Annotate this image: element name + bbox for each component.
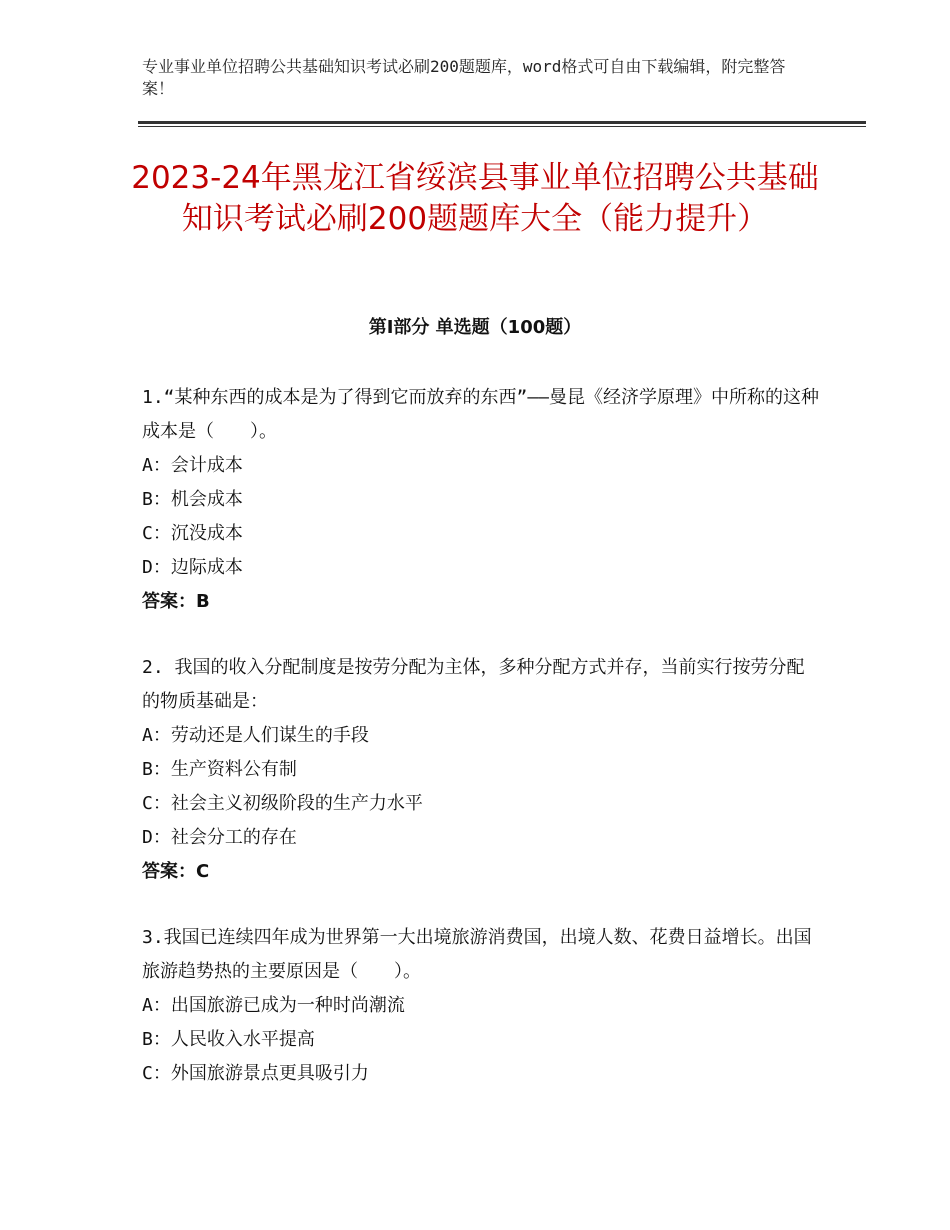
question-stem: 3.我国已连续四年成为世界第一大出境旅游消费国，出境人数、花费日益增长。出国旅游趋势热的主要原因是（ ）。	[142, 927, 812, 982]
answer-line: 答案：B	[142, 591, 210, 612]
question-stem: 1.“某种东西的成本是为了得到它而放弃的东西”——曼昆《经济学原理》中所称的这种成本是（ ）。	[142, 387, 820, 442]
answer-line: 答案：C	[142, 861, 210, 882]
document-title: 2023-24年黑龙江省绥滨县事业单位招聘公共基础知识考试必刷200题题库大全（能力提升）	[131, 160, 819, 237]
header-rule-thin	[138, 126, 866, 127]
question-list	[142, 381, 822, 1123]
question-1	[142, 381, 822, 619]
option-a: A：劳动还是人们谋生的手段	[142, 725, 369, 746]
header-rule-thick	[138, 121, 866, 124]
option-c: C：外国旅游景点更具吸引力	[142, 1063, 369, 1084]
option-c: C：沉没成本	[142, 523, 243, 544]
question-2	[142, 651, 822, 889]
question-3	[142, 921, 822, 1091]
option-b: B：人民收入水平提高	[142, 1029, 315, 1050]
option-a: A：出国旅游已成为一种时尚潮流	[142, 995, 405, 1016]
question-stem: 2. 我国的收入分配制度是按劳分配为主体，多种分配方式并存，当前实行按劳分配的物质基础是：	[142, 657, 805, 712]
section-title: 第Ⅰ部分 单选题（100题）	[368, 317, 582, 338]
option-a: A：会计成本	[142, 455, 243, 476]
option-d: D：边际成本	[142, 557, 243, 578]
option-b: B：生产资料公有制	[142, 759, 297, 780]
option-d: D：社会分工的存在	[142, 827, 297, 848]
option-c: C：社会主义初级阶段的生产力水平	[142, 793, 423, 814]
header-note: 专业事业单位招聘公共基础知识考试必刷200题题库，word格式可自由下载编辑，附完整答案！	[142, 57, 786, 98]
option-b: B：机会成本	[142, 489, 243, 510]
